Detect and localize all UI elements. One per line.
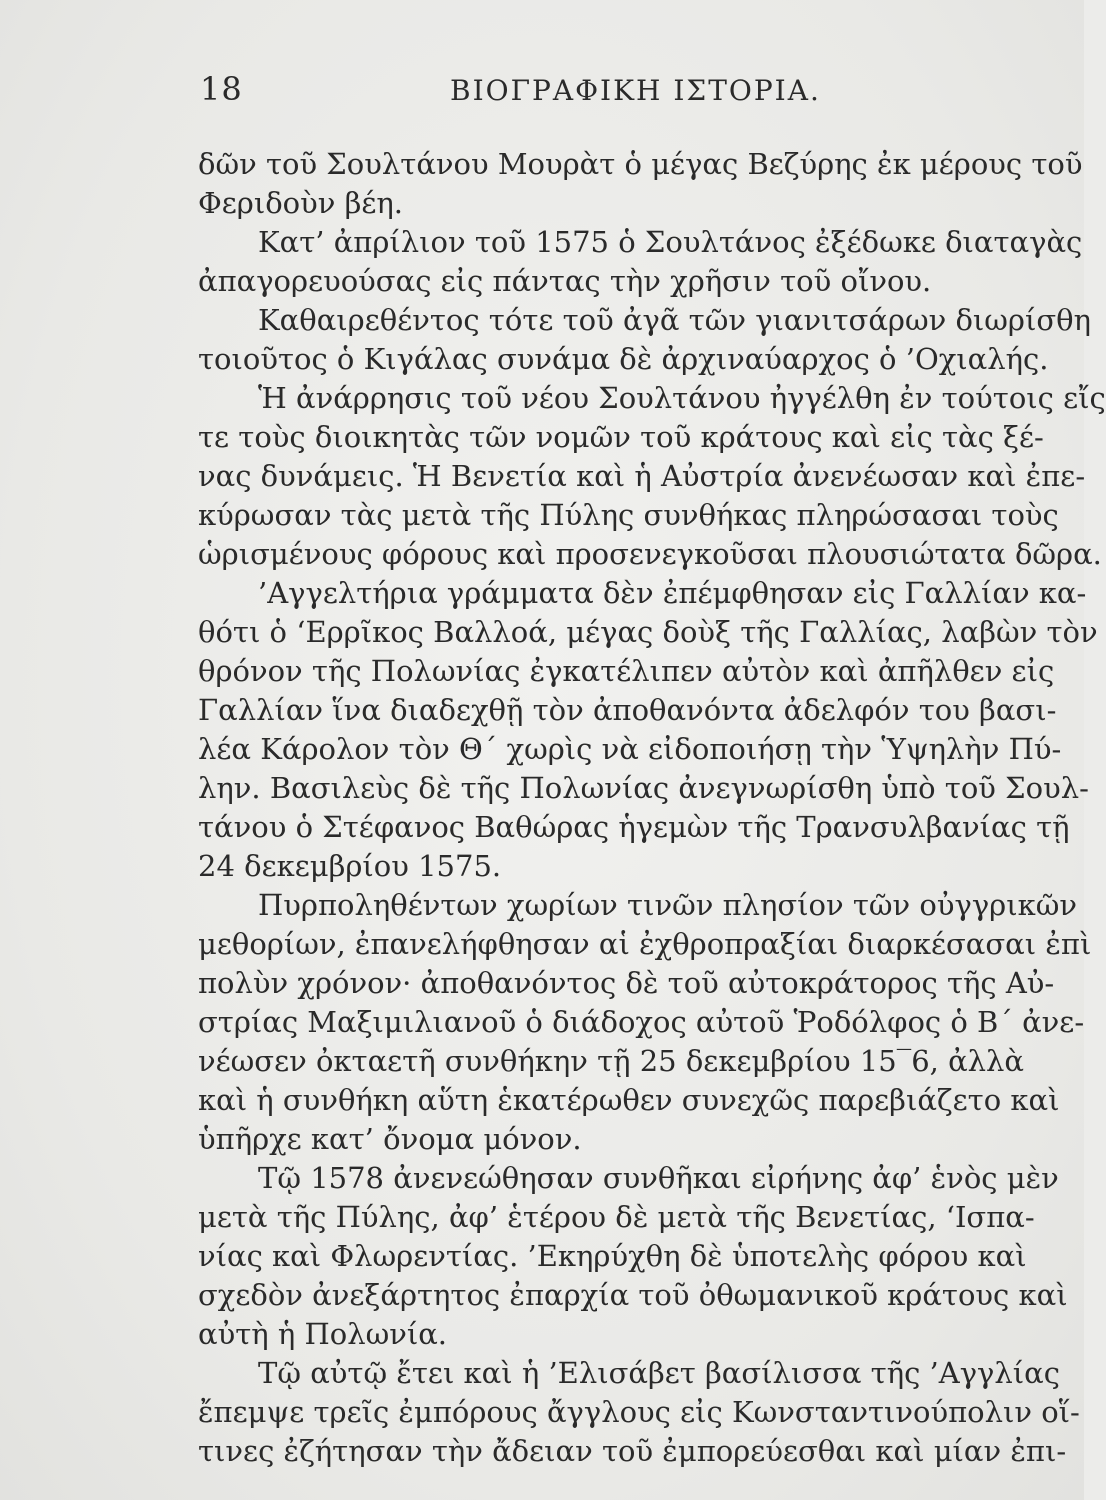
text-line: λην. Βασιλεὺς δὲ τῆς Πολωνίας ἀνεγνωρίσθη ὑπὸ τοῦ Σουλ- [198, 771, 1089, 805]
text-line: στρίας Μαξιμιλιανοῦ ὁ διάδοχος αὐτοῦ Ῥοδόλφος ὁ Β΄ ἀνε- [198, 1005, 1085, 1039]
text-line: λέα Κάρολον τὸν Θ΄ χωρὶς νὰ εἰδοποιήσῃ τὴν Ὑψηλὴν Πύ- [198, 732, 1062, 766]
text-line: Κατ’ ἀπρίλιον τοῦ 1575 ὁ Σουλτάνος ἐξέδωκε διαταγὰς [258, 225, 1083, 259]
text-line: Πυρποληθέντων χωρίων τινῶν πλησίον τῶν οὐγγρικῶν [258, 888, 1077, 922]
text-line: ἔπεμψε τρεῖς ἐμπόρους ἄγγλους εἰς Κωνσταντινούπολιν οἵ- [198, 1395, 1080, 1429]
text-line: νας δυνάμεις. Ἡ Βενετία καὶ ἡ Αὐστρία ἀνενέωσαν καὶ ἐπε- [198, 459, 1086, 493]
page-number: 18 [200, 70, 243, 108]
text-line: δῶν τοῦ Σουλτάνου Μουρὰτ ὁ μέγας Βεζύρης ἐκ μέρους τοῦ [198, 147, 1083, 181]
text-line: Καθαιρεθέντος τότε τοῦ ἀγᾶ τῶν γιανιτσάρων διωρίσθη [258, 303, 1091, 337]
text-line: Φεριδοὺν βέη. [198, 186, 403, 220]
text-line: Τῷ αὐτῷ ἔτει καὶ ἡ ’Ελισάβετ βασίλισσα τῆς ’Αγγλίας [258, 1356, 1060, 1390]
body-text [198, 145, 1106, 1471]
text-line: Τῷ 1578 ἀνενεώθησαν συνθῆκαι εἰρήνης ἀφ’ ἑνὸς μὲν [258, 1161, 1059, 1195]
text-line: νέωσεν ὀκταετῆ συνθήκην τῇ 25 δεκεμβρίου 15‾6, ἀλλὰ [198, 1044, 1025, 1078]
text-line: Γαλλίαν ἵνα διαδεχθῇ τὸν ἀποθανόντα ἀδελφόν του βασι- [198, 693, 1057, 727]
text-line: ὑπῆρχε κατ’ ὄνομα μόνον. [198, 1122, 582, 1156]
text-line: ’Αγγελτήρια γράμματα δὲν ἐπέμφθησαν εἰς Γαλλίαν κα- [258, 576, 1087, 610]
text-line: σχεδὸν ἀνεξάρτητος ἐπαρχία τοῦ ὀθωμανικοῦ κράτους καὶ [198, 1278, 1068, 1312]
text-line: τε τοὺς διοικητὰς τῶν νομῶν τοῦ κράτους καὶ εἰς τὰς ξέ- [198, 420, 1044, 454]
text-line: ἀπαγορευούσας εἰς πάντας τὴν χρῆσιν τοῦ οἴνου. [198, 264, 932, 298]
text-line: θρόνον τῆς Πολωνίας ἐγκατέλιπεν αὐτὸν καὶ ἀπῆλθεν εἰς [198, 654, 1055, 688]
text-line: καὶ ἡ συνθήκη αὕτη ἑκατέρωθεν συνεχῶς παρεβιάζετο καὶ [198, 1083, 1060, 1117]
text-line: τοιοῦτος ὁ Κιγάλας συνάμα δὲ ἀρχιναύαρχος ὁ ’Οχιαλής. [198, 342, 1049, 376]
page-header [200, 70, 1020, 120]
text-line: μετὰ τῆς Πύλης, ἀφ’ ἑτέρου δὲ μετὰ τῆς Βενετίας, ‘Ισπα- [198, 1200, 1035, 1234]
text-line: νίας καὶ Φλωρεντίας. ’Εκηρύχθη δὲ ὑποτελὴς φόρου καὶ [198, 1239, 1027, 1273]
text-line: τάνου ὁ Στέφανος Βαθώρας ἡγεμὼν τῆς Τρανσυλβανίας τῇ [198, 810, 1070, 844]
text-line: Ἡ ἀνάρρησις τοῦ νέου Σουλτάνου ἠγγέλθη ἐν τούτοις εἴς [258, 381, 1106, 415]
text-line: τινες ἐζήτησαν τὴν ἄδειαν τοῦ ἐμπορεύεσθαι καὶ μίαν ἐπι- [198, 1434, 1067, 1468]
text-line: μεθορίων, ἐπανελήφθησαν αἱ ἐχθροπραξίαι διαρκέσασαι ἐπὶ [198, 927, 1092, 961]
text-line: ὡρισμένους φόρους καὶ προσενεγκοῦσαι πλουσιώτατα δῶρα. [198, 537, 1102, 571]
text-line: πολὺν χρόνον· ἀποθανόντος δὲ τοῦ αὐτοκράτορος τῆς Αὐ- [198, 966, 1055, 1000]
text-line: 24 δεκεμβρίου 1575. [198, 849, 502, 883]
text-line: αὐτὴ ἡ Πολωνία. [198, 1317, 448, 1351]
text-line: κύρωσαν τὰς μετὰ τῆς Πύλης συνθήκας πληρώσασαι τοὺς [198, 498, 1059, 532]
text-line: θότι ὁ ‘Ερρῖκος Βαλλοά, μέγας δοὺξ τῆς Γαλλίας, λαβὼν τὸν [198, 615, 1098, 649]
running-title: ΒΙΟΓΡΑΦΙΚΗ ΙΣΤΟΡΙΑ. [450, 74, 821, 107]
